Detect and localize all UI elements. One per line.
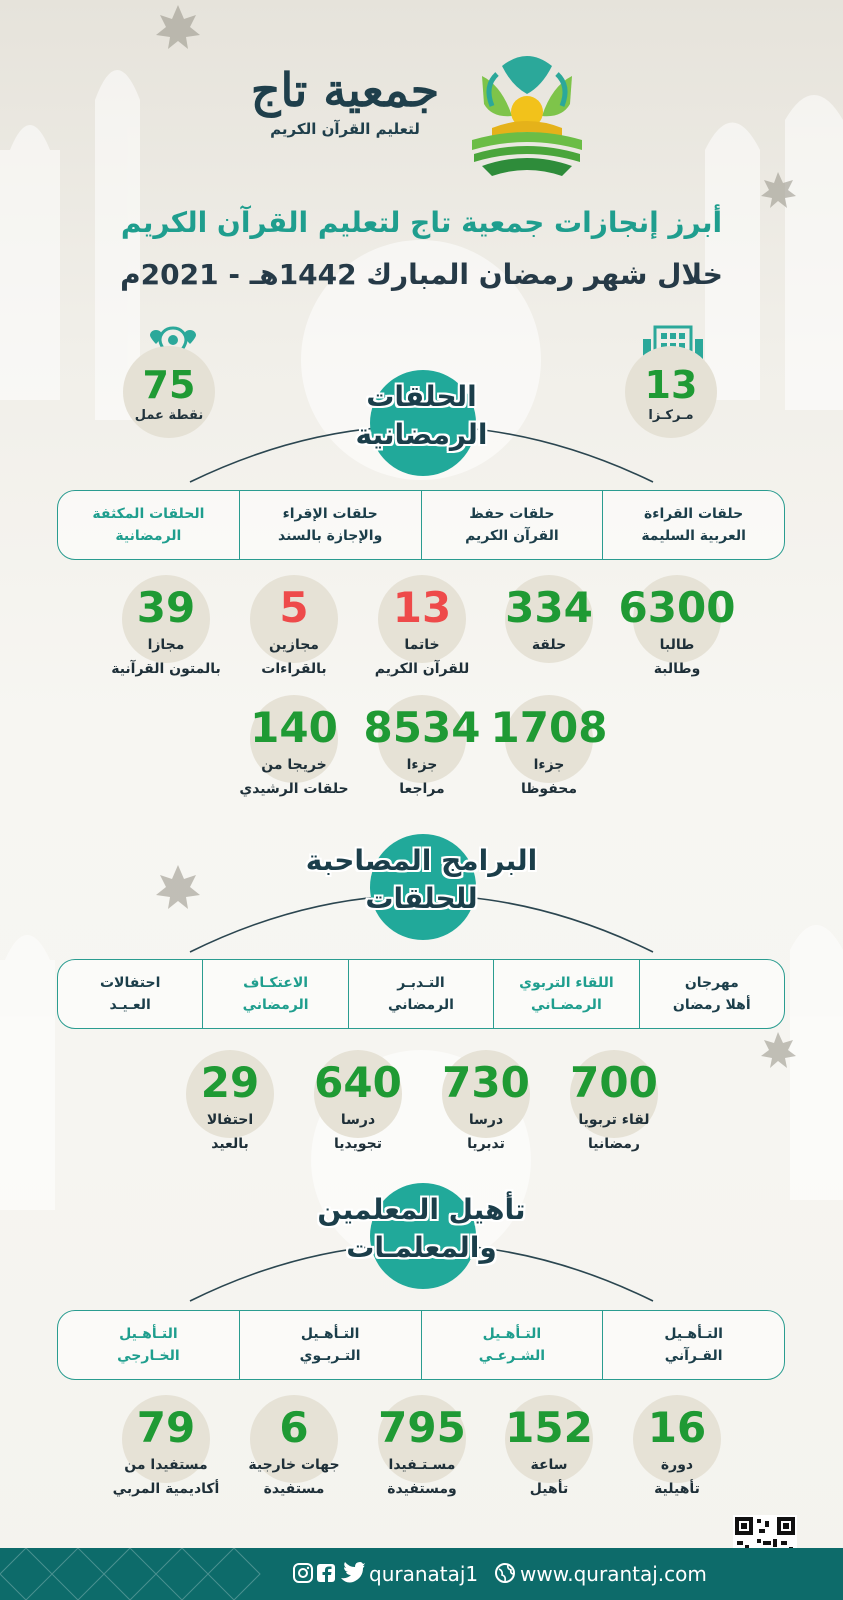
item-label-line1: لقاء تربويا <box>578 1112 650 1128</box>
item-value: 16 <box>647 1403 707 1452</box>
item-label-line1: حلقة <box>531 637 567 653</box>
item-label-line2: تأهيلية <box>654 1481 700 1497</box>
item-label-line2: بالعيد <box>211 1136 249 1152</box>
category-cell <box>421 1311 603 1379</box>
category-bar-qualification <box>57 1310 785 1380</box>
category-cell <box>602 1311 784 1379</box>
item-value: 29 <box>200 1058 260 1107</box>
stat-work-points-label: نقطة عمل <box>134 408 204 423</box>
item-label-line1: مجازين <box>269 637 319 653</box>
main-title-line1: أبرز إنجازات جمعية تاج لتعليم القرآن الكريم <box>120 206 723 239</box>
section-title-line2: والمعلمـات <box>346 1231 497 1264</box>
facebook-icon <box>317 1564 335 1582</box>
stat-item <box>288 1050 428 1156</box>
section-ramadan-circles-heading <box>0 370 843 500</box>
category-cell <box>602 491 784 559</box>
section-title-line2: للحلقات <box>365 882 478 915</box>
item-label-line2: وطالبة <box>653 661 701 677</box>
item-label-line1: طالبا <box>659 637 695 653</box>
category-line2: والإجازة بالسند <box>277 528 383 544</box>
item-label-line2: أكاديمية المربي <box>112 1481 220 1497</box>
category-cell <box>58 1311 239 1379</box>
social-icons <box>293 1561 365 1585</box>
item-label-line1: احتفالا <box>206 1112 254 1128</box>
stat-centers-label: مـركـزا <box>648 408 694 423</box>
item-value: 6300 <box>618 583 736 632</box>
section-title <box>230 378 613 454</box>
logo-text <box>230 62 460 138</box>
logo-name: جمعية تاج <box>250 63 440 117</box>
item-label-line1: مسـتـفيدا <box>388 1457 456 1473</box>
category-line2: التـربـوي <box>299 1348 361 1364</box>
section-title-line1: تأهيل المعلمين <box>317 1193 526 1226</box>
category-cell <box>202 960 347 1028</box>
item-label-line2: مستفيدة <box>263 1481 325 1497</box>
category-cell <box>493 960 638 1028</box>
stat-item <box>416 1050 556 1156</box>
category-line2: العـيـد <box>109 997 151 1013</box>
stat-item <box>607 575 747 681</box>
item-label-line2: تأهيل <box>529 1481 569 1497</box>
category-cell <box>639 960 784 1028</box>
stat-item <box>352 1395 492 1501</box>
category-line1: حلقات القراءة <box>644 506 744 522</box>
category-line1: الاعتكـاف <box>243 975 309 991</box>
category-line2: أهلا رمضان <box>672 997 751 1013</box>
category-bar-ramadan-circles <box>57 490 785 560</box>
item-label-line1: ساعة <box>530 1457 568 1473</box>
category-line2: الرمضانية <box>115 528 182 544</box>
item-label-line2: تجويديا <box>334 1136 382 1152</box>
section-title <box>230 842 613 918</box>
item-label-line2: حلقات الرشيدي <box>239 781 349 797</box>
stat-item <box>479 1395 619 1501</box>
category-line2: الرمضاني <box>242 997 309 1013</box>
category-line1: الحلقات المكثفة <box>92 506 205 522</box>
category-line1: التـأهـيل <box>664 1326 723 1342</box>
item-label-line2: ومستفيدة <box>387 1481 457 1497</box>
category-line1: التـأهـيل <box>300 1326 360 1342</box>
logo-subtitle: لتعليم القرآن الكريم <box>270 120 420 138</box>
stat-item <box>352 575 492 681</box>
item-label-line1: جهات خارجية <box>248 1457 340 1473</box>
category-bar-programs <box>57 959 785 1029</box>
item-value: 39 <box>136 583 196 632</box>
category-line2: الرمضـاني <box>531 997 602 1013</box>
stat-item <box>224 695 364 801</box>
item-label-line1: درسا <box>340 1112 376 1128</box>
category-line2: العربية السليمة <box>641 528 746 544</box>
item-value: 1708 <box>490 703 608 752</box>
category-line2: الخـارجي <box>117 1348 180 1364</box>
item-label-line1: مجازا <box>147 637 185 653</box>
social-handle[interactable]: quranataj1 <box>369 1562 479 1586</box>
item-value: 700 <box>570 1058 658 1107</box>
section-title-line2: الرمضانية <box>355 418 488 451</box>
twitter-icon <box>341 1562 365 1583</box>
section-title-line1: الحلقات <box>366 380 477 413</box>
item-value: 730 <box>442 1058 530 1107</box>
globe-icon <box>494 1562 516 1584</box>
category-line1: حلقات الإقراء <box>282 506 378 522</box>
item-label-line1: دورة <box>660 1457 694 1473</box>
stat-item <box>96 1395 236 1501</box>
item-label-line2: بالقراءات <box>261 661 327 677</box>
stat-item <box>224 1395 364 1501</box>
item-label-line2: رمضانيا <box>587 1136 640 1152</box>
item-label-line1: جزءا <box>533 757 565 773</box>
stat-item <box>607 1395 747 1501</box>
category-line1: التـدبـر <box>397 975 445 991</box>
logo-emblem-icon <box>462 46 592 186</box>
item-value: 6 <box>279 1403 309 1452</box>
item-value: 140 <box>250 703 338 752</box>
main-title-line2: خلال شهر رمضان المبارك 1442هـ - 2021م <box>120 258 723 291</box>
item-value: 8534 <box>363 703 481 752</box>
item-value: 152 <box>505 1403 593 1452</box>
category-line1: التـأهـيل <box>119 1326 178 1342</box>
category-line1: احتفالات <box>99 975 161 991</box>
category-line1: حلقات حفظ <box>469 506 555 522</box>
section-teacher-qualification-heading <box>0 1183 843 1313</box>
item-label-line1: خاتما <box>404 637 440 653</box>
category-line2: الشـرعـي <box>478 1348 546 1364</box>
stat-centers-value: 13 <box>644 363 698 407</box>
category-cell <box>239 491 421 559</box>
website-link[interactable]: www.qurantaj.com <box>520 1562 707 1586</box>
stat-item <box>160 1050 300 1156</box>
category-line1: اللقاء التربوي <box>519 975 614 991</box>
section-title-line1: البرامج المصاحبة <box>305 844 538 877</box>
stat-item <box>352 695 492 801</box>
item-value: 13 <box>392 583 452 632</box>
category-line2: القرآن الكريم <box>465 528 559 544</box>
item-value: 334 <box>505 583 593 632</box>
item-label-line2: مراجعا <box>399 781 445 797</box>
stat-work-points-value: 75 <box>142 363 196 407</box>
category-line2: الرمضاني <box>388 997 454 1013</box>
brand-logo <box>230 40 610 190</box>
item-value: 5 <box>279 583 309 632</box>
footer-bar <box>0 1548 843 1600</box>
category-line1: مهرجان <box>684 975 739 991</box>
category-line1: التـأهـيل <box>482 1326 542 1342</box>
stat-item <box>479 575 619 657</box>
item-label-line1: مستفيدا من <box>124 1457 208 1473</box>
item-value: 79 <box>136 1403 196 1452</box>
section-title <box>230 1191 613 1267</box>
stat-item <box>479 695 619 801</box>
category-cell <box>239 1311 421 1379</box>
category-line2: القـرآني <box>664 1348 723 1364</box>
item-label-line2: بالمتون القرآنية <box>111 661 221 677</box>
section-programs-heading <box>0 834 843 964</box>
item-label-line2: تدبريا <box>467 1136 505 1152</box>
item-label-line2: محفوظا <box>520 781 578 797</box>
category-cell <box>348 960 493 1028</box>
category-cell <box>421 491 603 559</box>
stat-item <box>544 1050 684 1156</box>
category-cell <box>58 960 202 1028</box>
item-label-line1: خريجا من <box>261 757 327 773</box>
item-label-line1: جزءا <box>406 757 438 773</box>
category-cell <box>58 491 239 559</box>
item-value: 640 <box>314 1058 402 1107</box>
item-value: 795 <box>378 1403 466 1452</box>
stat-item <box>96 575 236 681</box>
instagram-icon <box>294 1564 312 1582</box>
item-label-line1: درسا <box>468 1112 504 1128</box>
stat-item <box>224 575 364 681</box>
item-label-line2: للقرآن الكريم <box>374 661 470 677</box>
